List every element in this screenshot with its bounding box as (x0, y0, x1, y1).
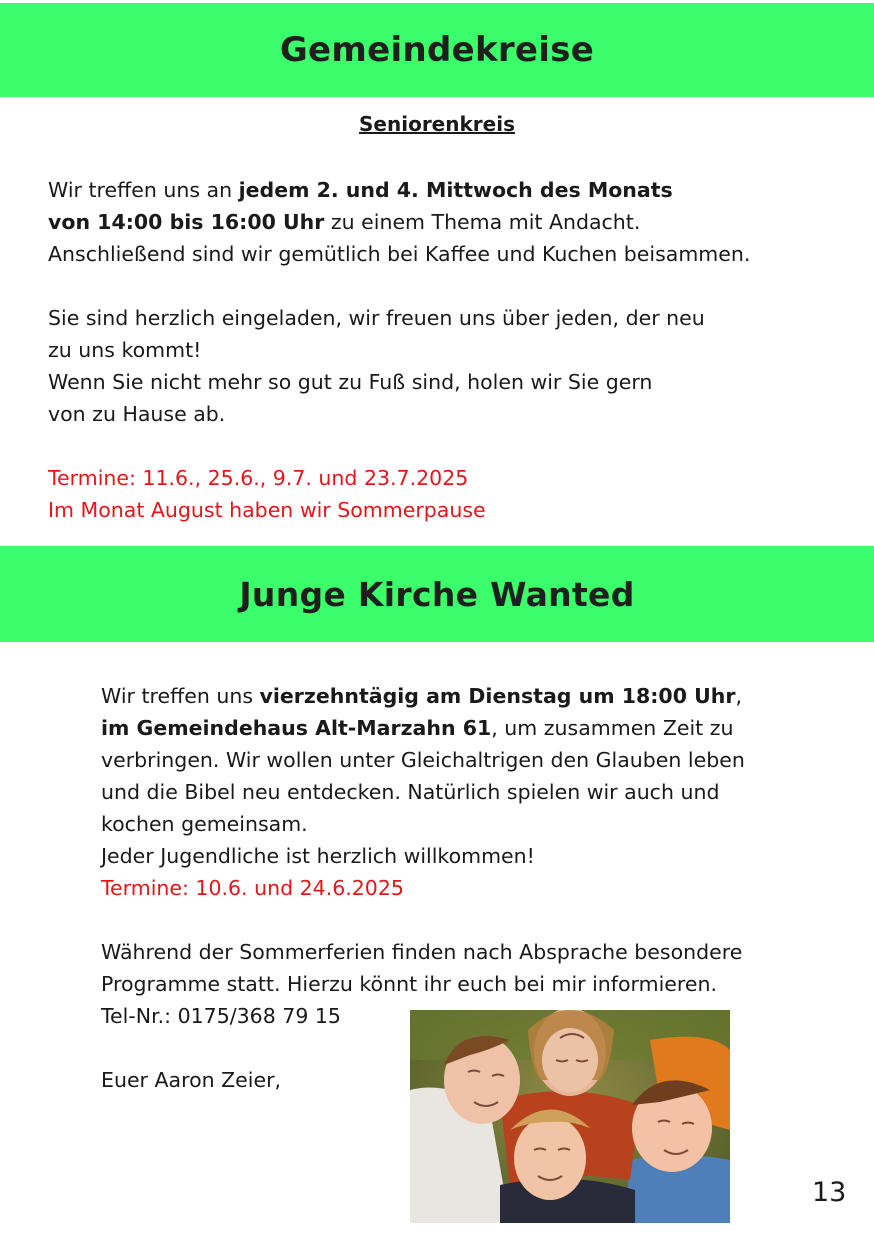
seniorenkreis-text (48, 174, 848, 526)
photo-illustration (410, 1010, 730, 1223)
bold-text: im Gemeindehaus Alt-Marzahn 61 (101, 716, 492, 740)
bold-text: vierzehntägig am Dienstag um 18:00 Uhr (259, 684, 736, 708)
text-span: Wir treffen uns an (48, 178, 239, 202)
text-line: Wenn Sie nicht mehr so gut zu Fuß sind, holen wir Sie gern (48, 370, 653, 394)
bold-text: jedem 2. und 4. Mittwoch des Monats (238, 178, 673, 202)
text-line: und die Bibel neu entdecken. Natürlich spielen wir auch und (101, 780, 720, 804)
text-line: Sie sind herzlich eingeladen, wir freuen uns über jeden, der neu (48, 306, 705, 330)
text-span: zu einem Thema mit Andacht. (324, 210, 641, 234)
section-banner-gemeindekreise (0, 3, 874, 97)
subsection-title: Seniorenkreis (359, 112, 515, 136)
summer-break-line: Im Monat August haben wir Sommerpause (48, 498, 486, 522)
section-title: Junge Kirche Wanted (239, 574, 635, 614)
page-number: 13 (812, 1177, 847, 1208)
text-line: Programme statt. Hierzu könnt ihr euch bei mir informieren. (101, 972, 717, 996)
text-line: verbringen. Wir wollen unter Gleichaltrigen den Glauben leben (101, 748, 745, 772)
phone-line: Tel-Nr.: 0175/368 79 15 (101, 1004, 341, 1028)
text-line: von zu Hause ab. (48, 402, 226, 426)
text-line: zu uns kommt! (48, 338, 202, 362)
text-line (48, 174, 848, 206)
text-line: Jeder Jugendliche ist herzlich willkommen! (101, 844, 535, 868)
section-title: Gemeindekreise (279, 30, 595, 70)
text-line: Anschließend sind wir gemütlich bei Kaffee und Kuchen beisammen. (48, 242, 751, 266)
text-span: Wir treffen uns (101, 684, 260, 708)
text-line (101, 712, 841, 744)
text-line: Während der Sommerferien finden nach Absprache besondere (101, 940, 743, 964)
section-banner-junge-kirche (0, 546, 874, 642)
text-line (48, 206, 848, 238)
text-span: , (735, 684, 742, 708)
signature-line: Euer Aaron Zeier, (101, 1068, 282, 1092)
text-line: kochen gemeinsam. (101, 812, 308, 836)
dates-line: Termine: 10.6. und 24.6.2025 (101, 876, 404, 900)
dates-line: Termine: 11.6., 25.6., 9.7. und 23.7.2025 (48, 466, 469, 490)
text-span: , um zusammen Zeit zu (491, 716, 734, 740)
youth-group-photo (410, 1010, 730, 1223)
text-line (101, 680, 841, 712)
bold-text: von 14:00 bis 16:00 Uhr (48, 210, 325, 234)
